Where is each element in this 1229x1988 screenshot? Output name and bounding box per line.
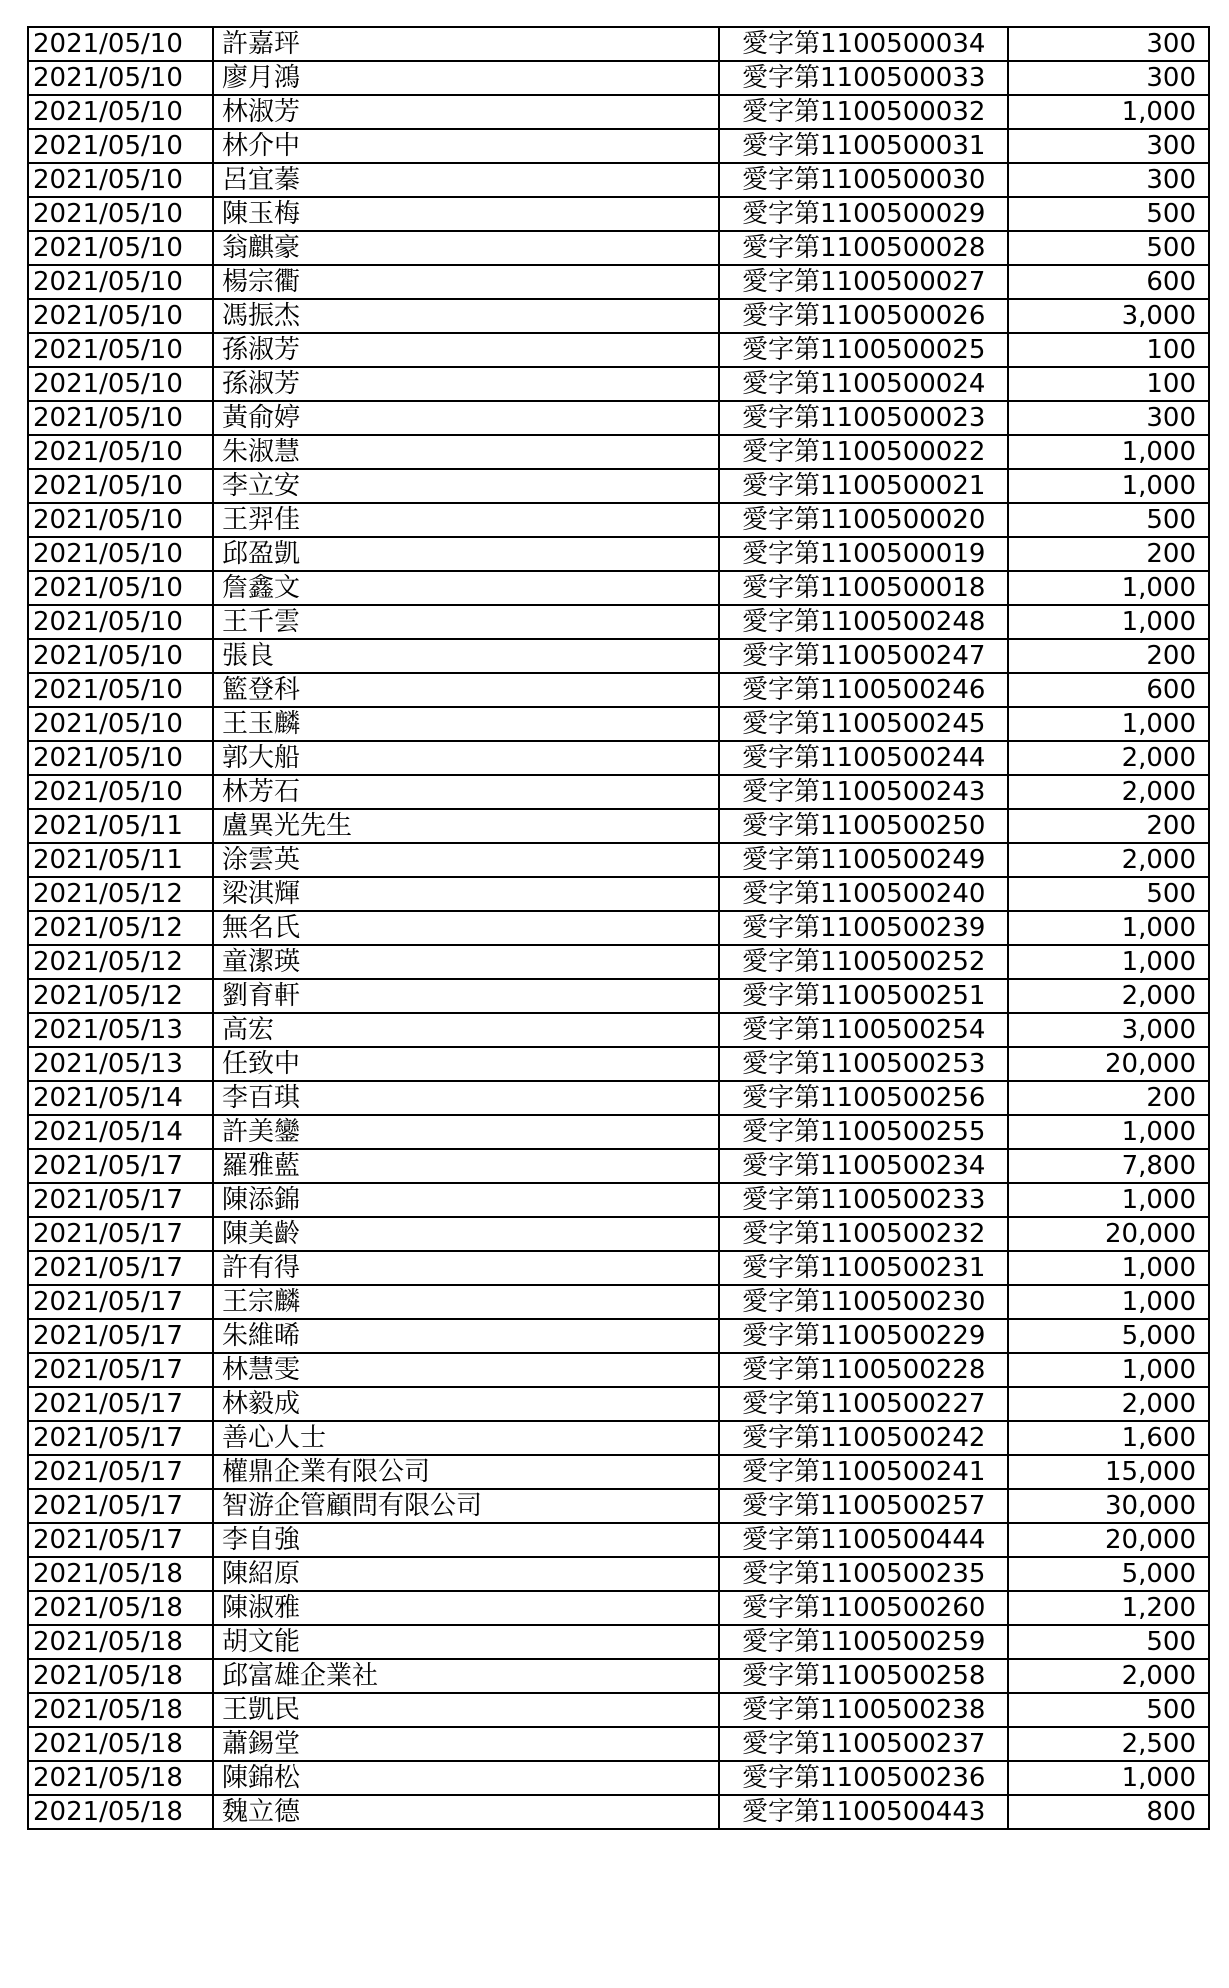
donor-name: 智游企管顧問有限公司	[213, 1489, 719, 1523]
donation-date: 2021/05/17	[28, 1421, 213, 1455]
donation-amount: 5,000	[1008, 1557, 1209, 1591]
receipt-number: 愛字第1100500028	[719, 231, 1008, 265]
receipt-number: 愛字第1100500026	[719, 299, 1008, 333]
donor-name: 許美鑾	[213, 1115, 719, 1149]
donation-date: 2021/05/10	[28, 197, 213, 231]
donor-name: 魏立德	[213, 1795, 719, 1829]
table-row	[28, 1557, 1209, 1591]
receipt-number: 愛字第1100500031	[719, 129, 1008, 163]
receipt-number: 愛字第1100500231	[719, 1251, 1008, 1285]
table-row	[28, 231, 1209, 265]
table-row	[28, 1489, 1209, 1523]
receipt-number: 愛字第1100500229	[719, 1319, 1008, 1353]
donation-date: 2021/05/17	[28, 1217, 213, 1251]
donation-amount: 100	[1008, 333, 1209, 367]
donor-name: 郭大船	[213, 741, 719, 775]
donor-name: 陳紹原	[213, 1557, 719, 1591]
donation-amount: 1,000	[1008, 95, 1209, 129]
donor-name: 陳添錦	[213, 1183, 719, 1217]
donation-date: 2021/05/12	[28, 911, 213, 945]
donation-amount: 20,000	[1008, 1047, 1209, 1081]
receipt-number: 愛字第1100500251	[719, 979, 1008, 1013]
donor-name: 邱富雄企業社	[213, 1659, 719, 1693]
donor-name: 林介中	[213, 129, 719, 163]
donor-name: 詹鑫文	[213, 571, 719, 605]
table-row	[28, 1319, 1209, 1353]
receipt-number: 愛字第1100500024	[719, 367, 1008, 401]
table-row	[28, 1761, 1209, 1795]
receipt-number: 愛字第1100500250	[719, 809, 1008, 843]
donor-name: 張良	[213, 639, 719, 673]
table-row	[28, 809, 1209, 843]
donor-name: 陳錦松	[213, 1761, 719, 1795]
table-row	[28, 1353, 1209, 1387]
donation-date: 2021/05/11	[28, 843, 213, 877]
table-row	[28, 707, 1209, 741]
donation-date: 2021/05/18	[28, 1625, 213, 1659]
donor-name: 權鼎企業有限公司	[213, 1455, 719, 1489]
donation-date: 2021/05/18	[28, 1659, 213, 1693]
donation-amount: 600	[1008, 673, 1209, 707]
donor-name: 許有得	[213, 1251, 719, 1285]
donor-name: 王羿佳	[213, 503, 719, 537]
receipt-number: 愛字第1100500249	[719, 843, 1008, 877]
donation-date: 2021/05/18	[28, 1591, 213, 1625]
receipt-number: 愛字第1100500022	[719, 435, 1008, 469]
donation-date: 2021/05/10	[28, 333, 213, 367]
donation-amount: 200	[1008, 809, 1209, 843]
donation-date: 2021/05/10	[28, 401, 213, 435]
receipt-number: 愛字第1100500233	[719, 1183, 1008, 1217]
donor-name: 羅雅藍	[213, 1149, 719, 1183]
receipt-number: 愛字第1100500227	[719, 1387, 1008, 1421]
table-row	[28, 129, 1209, 163]
receipt-number: 愛字第1100500033	[719, 61, 1008, 95]
receipt-number: 愛字第1100500019	[719, 537, 1008, 571]
donation-date: 2021/05/11	[28, 809, 213, 843]
donation-amount: 3,000	[1008, 299, 1209, 333]
donation-amount: 500	[1008, 503, 1209, 537]
donation-date: 2021/05/10	[28, 231, 213, 265]
receipt-number: 愛字第1100500234	[719, 1149, 1008, 1183]
table-row	[28, 503, 1209, 537]
donation-date: 2021/05/10	[28, 265, 213, 299]
donation-amount: 1,000	[1008, 469, 1209, 503]
receipt-number: 愛字第1100500034	[719, 27, 1008, 61]
donation-table	[27, 26, 1210, 1830]
table-row	[28, 537, 1209, 571]
donation-date: 2021/05/10	[28, 673, 213, 707]
table-row	[28, 401, 1209, 435]
donation-date: 2021/05/17	[28, 1489, 213, 1523]
donation-date: 2021/05/17	[28, 1149, 213, 1183]
donation-date: 2021/05/10	[28, 537, 213, 571]
receipt-number: 愛字第1100500029	[719, 197, 1008, 231]
table-row	[28, 775, 1209, 809]
receipt-number: 愛字第1100500255	[719, 1115, 1008, 1149]
donation-amount: 1,000	[1008, 1251, 1209, 1285]
donation-date: 2021/05/18	[28, 1795, 213, 1829]
donation-date: 2021/05/10	[28, 571, 213, 605]
donation-amount: 300	[1008, 129, 1209, 163]
receipt-number: 愛字第1100500027	[719, 265, 1008, 299]
table-row	[28, 605, 1209, 639]
donation-amount: 1,000	[1008, 1761, 1209, 1795]
donation-date: 2021/05/10	[28, 605, 213, 639]
donor-name: 童潔瑛	[213, 945, 719, 979]
donor-name: 籃登科	[213, 673, 719, 707]
table-row	[28, 1591, 1209, 1625]
donor-name: 王凱民	[213, 1693, 719, 1727]
receipt-number: 愛字第1100500240	[719, 877, 1008, 911]
receipt-number: 愛字第1100500023	[719, 401, 1008, 435]
donor-name: 劉育軒	[213, 979, 719, 1013]
donation-date: 2021/05/17	[28, 1387, 213, 1421]
donation-amount: 1,000	[1008, 1285, 1209, 1319]
donor-name: 王玉麟	[213, 707, 719, 741]
receipt-number: 愛字第1100500248	[719, 605, 1008, 639]
receipt-number: 愛字第1100500020	[719, 503, 1008, 537]
table-row	[28, 61, 1209, 95]
donor-name: 涂雲英	[213, 843, 719, 877]
receipt-number: 愛字第1100500030	[719, 163, 1008, 197]
donation-date: 2021/05/12	[28, 945, 213, 979]
table-row	[28, 741, 1209, 775]
donation-amount: 2,500	[1008, 1727, 1209, 1761]
donation-amount: 600	[1008, 265, 1209, 299]
donor-name: 陳玉梅	[213, 197, 719, 231]
donation-amount: 100	[1008, 367, 1209, 401]
table-row	[28, 1693, 1209, 1727]
donor-name: 胡文能	[213, 1625, 719, 1659]
donation-date: 2021/05/17	[28, 1353, 213, 1387]
receipt-number: 愛字第1100500230	[719, 1285, 1008, 1319]
table-row	[28, 27, 1209, 61]
donation-amount: 1,000	[1008, 1353, 1209, 1387]
receipt-number: 愛字第1100500254	[719, 1013, 1008, 1047]
table-row	[28, 163, 1209, 197]
table-row	[28, 877, 1209, 911]
donor-name: 高宏	[213, 1013, 719, 1047]
donor-name: 任致中	[213, 1047, 719, 1081]
receipt-number: 愛字第1100500258	[719, 1659, 1008, 1693]
donation-amount: 2,000	[1008, 979, 1209, 1013]
donation-amount: 300	[1008, 401, 1209, 435]
table-row	[28, 265, 1209, 299]
receipt-number: 愛字第1100500256	[719, 1081, 1008, 1115]
table-row	[28, 1659, 1209, 1693]
donation-amount: 20,000	[1008, 1217, 1209, 1251]
donation-date: 2021/05/10	[28, 435, 213, 469]
table-row	[28, 1115, 1209, 1149]
donation-amount: 500	[1008, 231, 1209, 265]
receipt-number: 愛字第1100500228	[719, 1353, 1008, 1387]
receipt-number: 愛字第1100500244	[719, 741, 1008, 775]
donor-name: 楊宗衢	[213, 265, 719, 299]
table-row	[28, 1455, 1209, 1489]
donor-name: 馮振杰	[213, 299, 719, 333]
donation-date: 2021/05/12	[28, 877, 213, 911]
table-row	[28, 945, 1209, 979]
donation-amount: 200	[1008, 1081, 1209, 1115]
donor-name: 許嘉玶	[213, 27, 719, 61]
donation-date: 2021/05/17	[28, 1455, 213, 1489]
table-row	[28, 1081, 1209, 1115]
donor-name: 王千雲	[213, 605, 719, 639]
receipt-number: 愛字第1100500232	[719, 1217, 1008, 1251]
donation-amount: 1,000	[1008, 911, 1209, 945]
receipt-number: 愛字第1100500243	[719, 775, 1008, 809]
donor-name: 林慧雯	[213, 1353, 719, 1387]
donation-amount: 3,000	[1008, 1013, 1209, 1047]
receipt-number: 愛字第1100500237	[719, 1727, 1008, 1761]
donation-date: 2021/05/10	[28, 27, 213, 61]
donor-name: 朱維晞	[213, 1319, 719, 1353]
donation-amount: 2,000	[1008, 775, 1209, 809]
receipt-number: 愛字第1100500032	[719, 95, 1008, 129]
donor-name: 李自強	[213, 1523, 719, 1557]
receipt-number: 愛字第1100500247	[719, 639, 1008, 673]
receipt-number: 愛字第1100500259	[719, 1625, 1008, 1659]
table-row	[28, 979, 1209, 1013]
donor-name: 林毅成	[213, 1387, 719, 1421]
donation-amount: 30,000	[1008, 1489, 1209, 1523]
donation-amount: 1,000	[1008, 945, 1209, 979]
donation-date: 2021/05/10	[28, 367, 213, 401]
table-row	[28, 197, 1209, 231]
table-row	[28, 1047, 1209, 1081]
donor-name: 善心人士	[213, 1421, 719, 1455]
donation-date: 2021/05/10	[28, 163, 213, 197]
donation-date: 2021/05/18	[28, 1693, 213, 1727]
table-row	[28, 95, 1209, 129]
table-row	[28, 469, 1209, 503]
table-row	[28, 639, 1209, 673]
donation-date: 2021/05/10	[28, 469, 213, 503]
donation-date: 2021/05/17	[28, 1523, 213, 1557]
table-row	[28, 1251, 1209, 1285]
donation-date: 2021/05/17	[28, 1319, 213, 1353]
donation-date: 2021/05/18	[28, 1761, 213, 1795]
donation-amount: 1,000	[1008, 605, 1209, 639]
table-row	[28, 1285, 1209, 1319]
donation-date: 2021/05/10	[28, 299, 213, 333]
donor-name: 蕭錫堂	[213, 1727, 719, 1761]
table-row	[28, 1387, 1209, 1421]
receipt-number: 愛字第1100500018	[719, 571, 1008, 605]
donation-date: 2021/05/10	[28, 61, 213, 95]
donation-date: 2021/05/14	[28, 1115, 213, 1149]
donor-name: 孫淑芳	[213, 333, 719, 367]
donor-name: 盧異光先生	[213, 809, 719, 843]
donation-amount: 800	[1008, 1795, 1209, 1829]
table-row	[28, 333, 1209, 367]
table-row	[28, 1149, 1209, 1183]
donor-name: 梁淇輝	[213, 877, 719, 911]
receipt-number: 愛字第1100500260	[719, 1591, 1008, 1625]
donation-amount: 500	[1008, 197, 1209, 231]
donation-amount: 20,000	[1008, 1523, 1209, 1557]
donor-name: 林芳石	[213, 775, 719, 809]
donation-amount: 7,800	[1008, 1149, 1209, 1183]
table-row	[28, 1421, 1209, 1455]
receipt-number: 愛字第1100500444	[719, 1523, 1008, 1557]
donor-name: 李立安	[213, 469, 719, 503]
table-row	[28, 911, 1209, 945]
donation-amount: 1,200	[1008, 1591, 1209, 1625]
receipt-number: 愛字第1100500235	[719, 1557, 1008, 1591]
donation-amount: 500	[1008, 1693, 1209, 1727]
donation-date: 2021/05/18	[28, 1557, 213, 1591]
donation-date: 2021/05/10	[28, 95, 213, 129]
donation-amount: 2,000	[1008, 1659, 1209, 1693]
donor-name: 呂宜蓁	[213, 163, 719, 197]
donation-date: 2021/05/10	[28, 129, 213, 163]
table-row	[28, 435, 1209, 469]
donor-name: 王宗麟	[213, 1285, 719, 1319]
donor-name: 孫淑芳	[213, 367, 719, 401]
receipt-number: 愛字第1100500253	[719, 1047, 1008, 1081]
donation-amount: 300	[1008, 61, 1209, 95]
donation-amount: 1,000	[1008, 571, 1209, 605]
receipt-number: 愛字第1100500443	[719, 1795, 1008, 1829]
donation-amount: 500	[1008, 1625, 1209, 1659]
donor-name: 無名氏	[213, 911, 719, 945]
receipt-number: 愛字第1100500245	[719, 707, 1008, 741]
receipt-number: 愛字第1100500257	[719, 1489, 1008, 1523]
donation-date: 2021/05/10	[28, 639, 213, 673]
donation-date: 2021/05/12	[28, 979, 213, 1013]
donor-name: 翁麒豪	[213, 231, 719, 265]
donation-date: 2021/05/10	[28, 707, 213, 741]
donation-amount: 2,000	[1008, 1387, 1209, 1421]
table-row	[28, 367, 1209, 401]
table-row	[28, 843, 1209, 877]
donation-amount: 1,000	[1008, 1115, 1209, 1149]
donation-date: 2021/05/14	[28, 1081, 213, 1115]
table-row	[28, 673, 1209, 707]
donation-date: 2021/05/10	[28, 741, 213, 775]
donor-name: 朱淑慧	[213, 435, 719, 469]
donation-amount: 200	[1008, 639, 1209, 673]
donation-amount: 5,000	[1008, 1319, 1209, 1353]
donor-name: 李百琪	[213, 1081, 719, 1115]
donation-date: 2021/05/10	[28, 503, 213, 537]
donor-name: 陳淑雅	[213, 1591, 719, 1625]
table-row	[28, 1013, 1209, 1047]
donation-date: 2021/05/17	[28, 1183, 213, 1217]
donation-table-body	[28, 27, 1209, 1829]
table-row	[28, 1183, 1209, 1217]
receipt-number: 愛字第1100500238	[719, 1693, 1008, 1727]
receipt-number: 愛字第1100500021	[719, 469, 1008, 503]
table-row	[28, 299, 1209, 333]
donation-amount: 1,000	[1008, 1183, 1209, 1217]
donation-amount: 1,000	[1008, 435, 1209, 469]
donation-amount: 300	[1008, 163, 1209, 197]
donation-date: 2021/05/13	[28, 1047, 213, 1081]
donation-amount: 2,000	[1008, 741, 1209, 775]
table-row	[28, 1625, 1209, 1659]
table-row	[28, 1217, 1209, 1251]
table-row	[28, 1795, 1209, 1829]
donation-date: 2021/05/17	[28, 1285, 213, 1319]
receipt-number: 愛字第1100500241	[719, 1455, 1008, 1489]
donation-date: 2021/05/18	[28, 1727, 213, 1761]
donation-amount: 2,000	[1008, 843, 1209, 877]
table-row	[28, 1523, 1209, 1557]
receipt-number: 愛字第1100500025	[719, 333, 1008, 367]
donation-date: 2021/05/17	[28, 1251, 213, 1285]
receipt-number: 愛字第1100500242	[719, 1421, 1008, 1455]
table-row	[28, 571, 1209, 605]
receipt-number: 愛字第1100500252	[719, 945, 1008, 979]
table-row	[28, 1727, 1209, 1761]
donation-amount: 1,000	[1008, 707, 1209, 741]
donor-name: 林淑芳	[213, 95, 719, 129]
donor-name: 陳美齡	[213, 1217, 719, 1251]
donation-date: 2021/05/10	[28, 775, 213, 809]
donation-amount: 200	[1008, 537, 1209, 571]
receipt-number: 愛字第1100500239	[719, 911, 1008, 945]
donation-date: 2021/05/13	[28, 1013, 213, 1047]
receipt-number: 愛字第1100500246	[719, 673, 1008, 707]
donor-name: 邱盈凱	[213, 537, 719, 571]
donor-name: 廖月鴻	[213, 61, 719, 95]
receipt-number: 愛字第1100500236	[719, 1761, 1008, 1795]
donation-amount: 300	[1008, 27, 1209, 61]
donation-amount: 1,600	[1008, 1421, 1209, 1455]
donation-amount: 500	[1008, 877, 1209, 911]
donor-name: 黃俞婷	[213, 401, 719, 435]
donation-amount: 15,000	[1008, 1455, 1209, 1489]
